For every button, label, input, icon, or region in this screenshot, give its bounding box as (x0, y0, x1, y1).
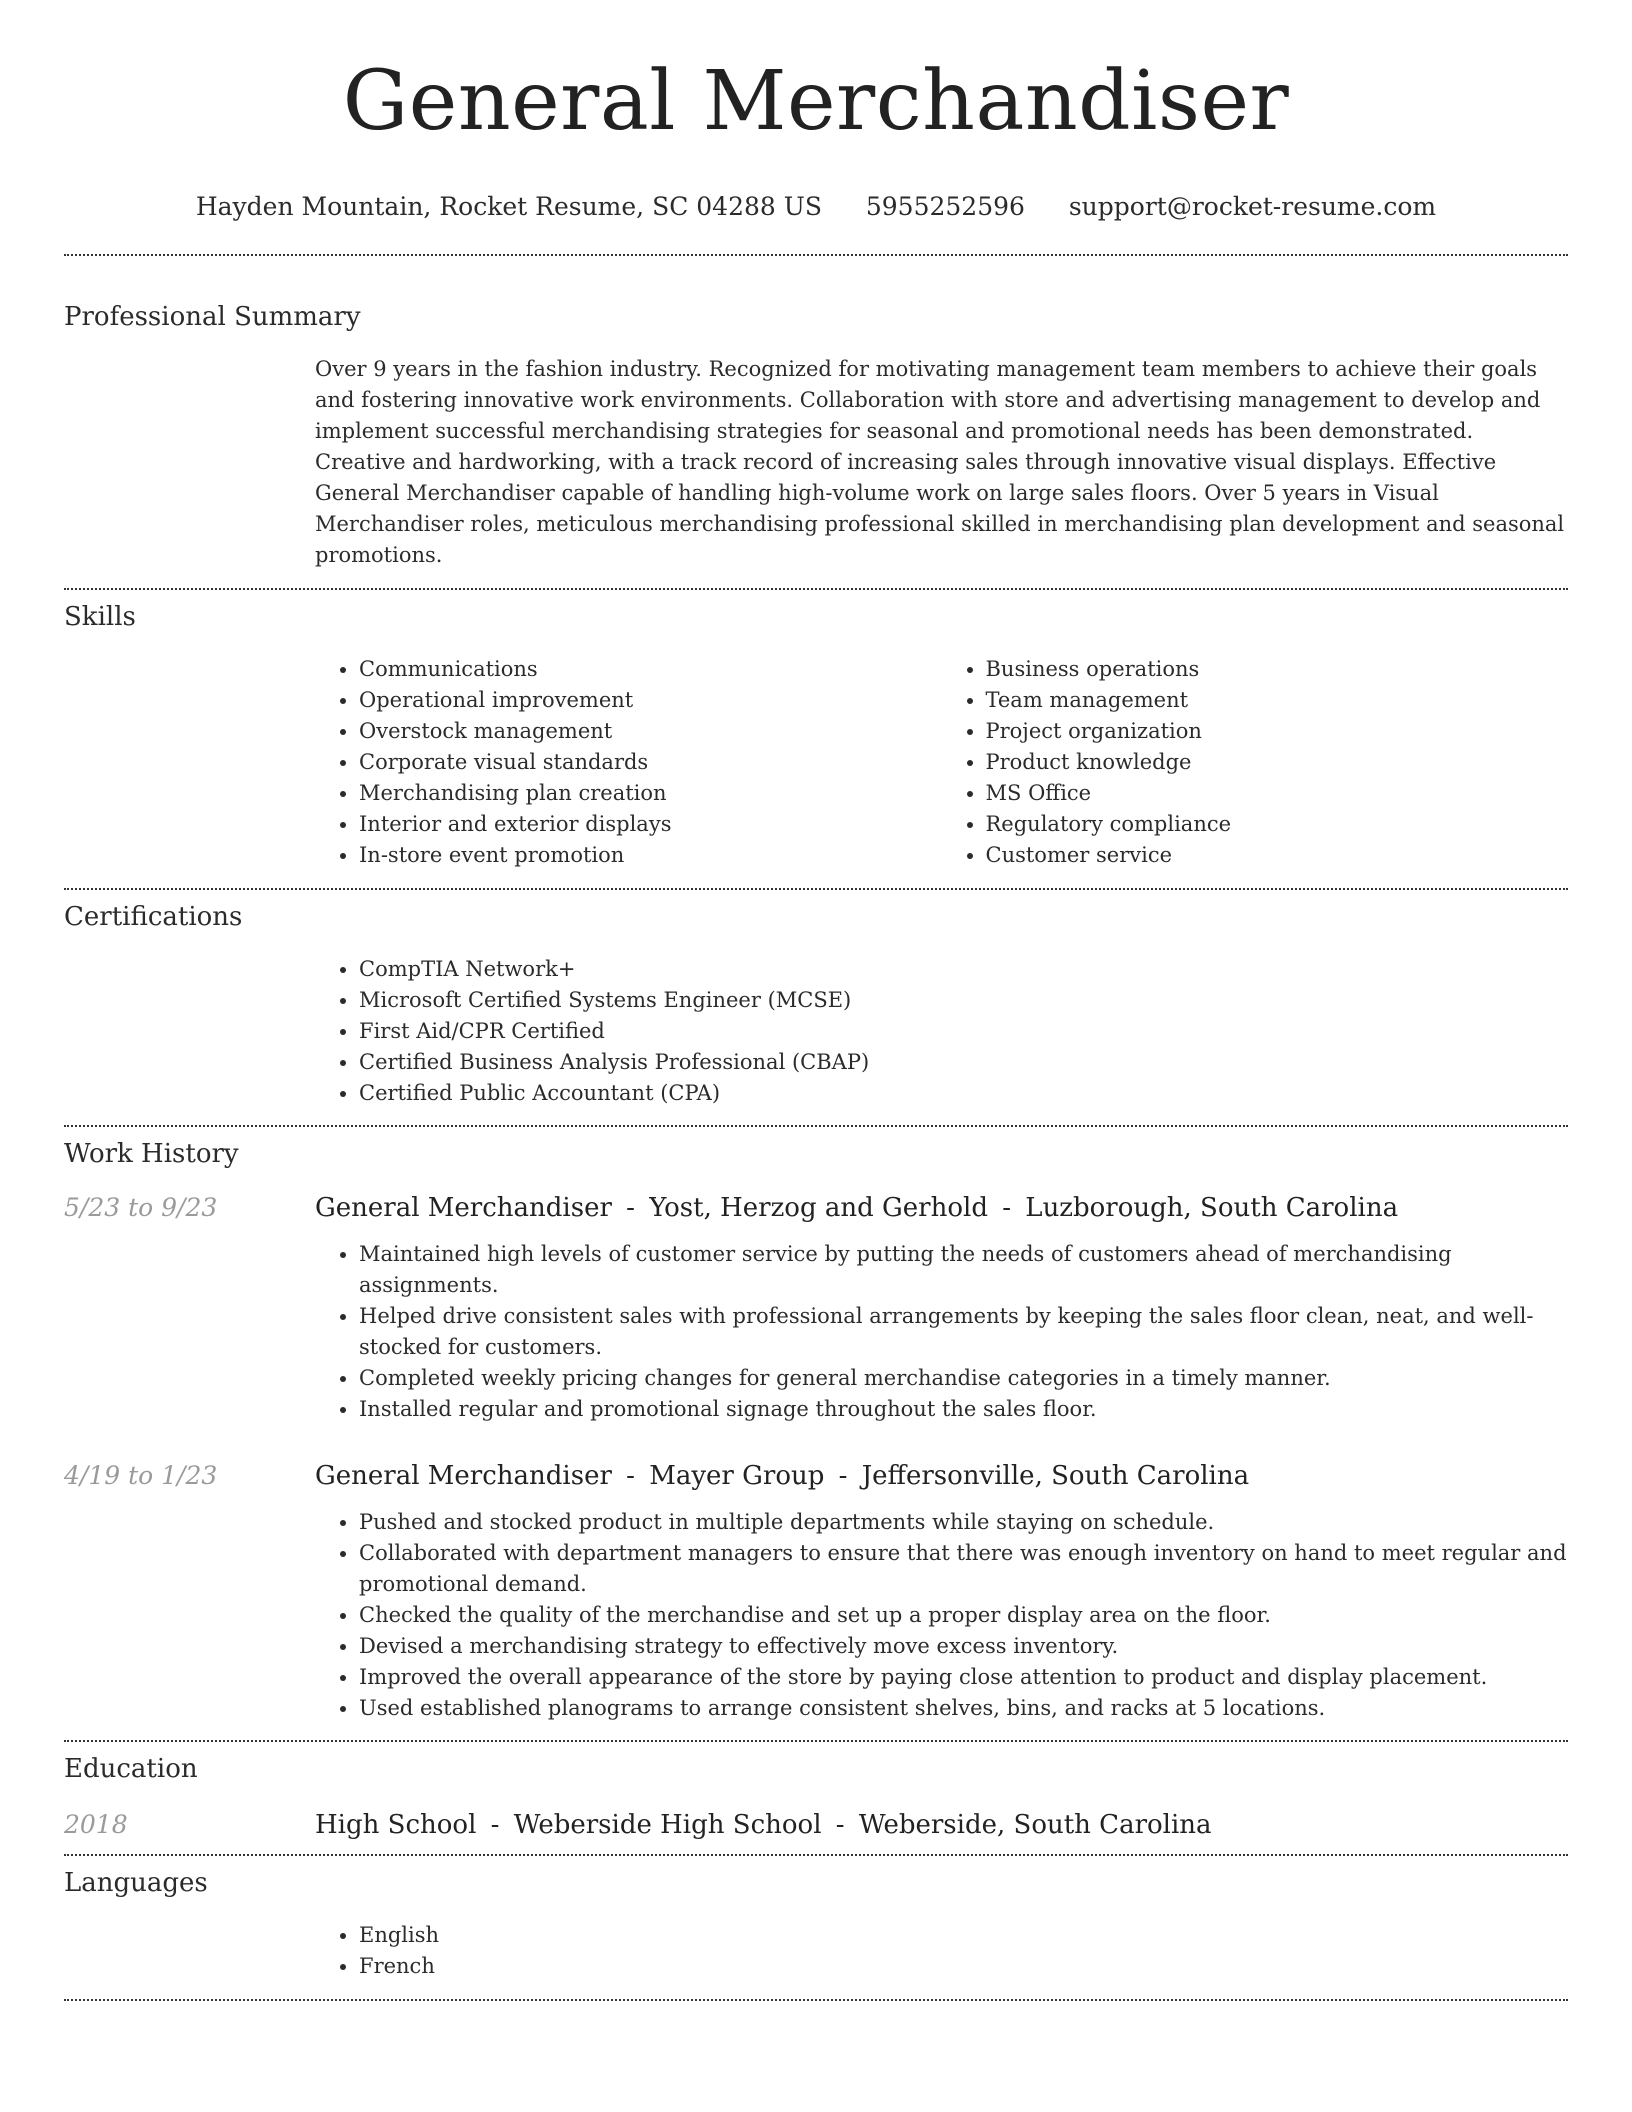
candidate-name: General Merchandiser (342, 54, 1290, 149)
summary-section (64, 256, 1568, 588)
job-bullet: • Checked the quality of the merchandise and set up a proper display area on the floor. (359, 1600, 1568, 1631)
skill-item: • Communications (359, 654, 942, 685)
section-title-education: Education (64, 1754, 198, 1784)
job-location: Luzborough, South Carolina (1025, 1193, 1399, 1223)
certification-item: • Certified Business Analysis Professional (CBAP) (359, 1047, 1568, 1078)
skill-item: • Regulatory compliance (986, 809, 1569, 840)
job-dates: 4/19 to 1/23 (64, 1461, 218, 1490)
section-title-work: Work History (64, 1139, 239, 1169)
job-bullet: • Helped drive consistent sales with professional arrangements by keeping the sales floor clean, neat, and well-stocked for customers. (359, 1301, 1568, 1363)
skill-item: • Corporate visual standards (359, 747, 942, 778)
skill-item: • Business operations (986, 654, 1569, 685)
job-bullet: • Improved the overall appearance of the store by paying close attention to product and display placement. (359, 1662, 1568, 1693)
skill-item: • Customer service (986, 840, 1569, 871)
separator: - (626, 1193, 635, 1223)
email: support@rocket-resume.com (1068, 192, 1437, 221)
job-bullet: • Pushed and stocked product in multiple departments while staying on schedule. (359, 1507, 1568, 1538)
languages-section (64, 1856, 1568, 1999)
certifications-list (315, 954, 1568, 1109)
skills-list-right (942, 654, 1569, 871)
language-item: • French (359, 1951, 1568, 1982)
job-location: Jeffersonville, South Carolina (861, 1461, 1250, 1491)
language-item: • English (359, 1920, 1568, 1951)
skill-item: • Operational improvement (359, 685, 942, 716)
resume-header (64, 0, 1568, 224)
skill-item: • Merchandising plan creation (359, 778, 942, 809)
education-section (64, 1742, 1568, 1854)
job-entry (64, 1459, 1568, 1724)
separator: - (1002, 1193, 1012, 1223)
job-company: Mayer Group (649, 1461, 825, 1491)
job-bullet: • Collaborated with department managers to ensure that there was enough inventory on hand to meet regular and promotional demand. (359, 1538, 1568, 1600)
job-role: General Merchandiser (315, 1461, 612, 1491)
job-bullet: • Devised a merchandising strategy to effectively move excess inventory. (359, 1631, 1568, 1662)
education-degree: High School (315, 1810, 477, 1840)
section-title-languages: Languages (64, 1868, 208, 1898)
contact-line (64, 190, 1568, 224)
job-heading (315, 1191, 1398, 1225)
certification-item: • Certified Public Accountant (CPA) (359, 1078, 1568, 1109)
divider (64, 1999, 1568, 2001)
section-title-skills: Skills (64, 602, 136, 632)
skill-item: • Team management (986, 685, 1569, 716)
separator: - (835, 1810, 845, 1840)
education-school: Weberside High School (513, 1810, 822, 1840)
job-company: Yost, Herzog and Gerhold (649, 1193, 988, 1223)
job-entry (64, 1191, 1568, 1425)
certifications-section (64, 890, 1568, 1125)
certification-item: • Microsoft Certified Systems Engineer (MCSE) (359, 985, 1568, 1016)
languages-list (315, 1920, 1568, 1982)
job-bullets (315, 1507, 1568, 1724)
separator: - (490, 1810, 500, 1840)
job-bullet: • Completed weekly pricing changes for general merchandise categories in a timely manner. (359, 1363, 1568, 1394)
section-title-certifications: Certifications (64, 902, 243, 932)
separator: - (838, 1461, 848, 1491)
skill-item: • MS Office (986, 778, 1569, 809)
job-heading (315, 1459, 1249, 1493)
skill-item: • Project organization (986, 716, 1569, 747)
job-bullet: • Used established planograms to arrange consistent shelves, bins, and racks at 5 locations. (359, 1693, 1568, 1724)
address: Hayden Mountain, Rocket Resume, SC 04288 US (195, 192, 822, 221)
skills-section (64, 590, 1568, 888)
job-role: General Merchandiser (315, 1193, 612, 1223)
skill-item: • Overstock management (359, 716, 942, 747)
phone: 5955252596 (865, 192, 1025, 221)
certification-item: • CompTIA Network+ (359, 954, 1568, 985)
job-bullet: • Maintained high levels of customer service by putting the needs of customers ahead of merchandising assignments. (359, 1239, 1568, 1301)
education-location: Weberside, South Carolina (858, 1810, 1212, 1840)
work-section (64, 1127, 1568, 1740)
section-title-summary: Professional Summary (64, 302, 361, 332)
skill-item: • Product knowledge (986, 747, 1569, 778)
job-dates: 5/23 to 9/23 (64, 1193, 218, 1222)
job-bullet: • Installed regular and promotional signage throughout the sales floor. (359, 1394, 1568, 1425)
summary-text: Over 9 years in the fashion industry. Recognized for motivating management team members to achieve their goals and fostering innovative work environments. Collaboration with store and advertising management to develop and implement successful merchandising strategies for seasonal and promotional needs has been demonstrated. Creative and hardworking, with a track record of increasing sales through innovative visual displays. Effective General Merchandiser capable of handling high-volume work on large sales floors. Over 5 years in Visual Merchandiser roles, meticulous merchandising professional skilled in merchandising plan development and seasonal promotions. (315, 357, 1565, 567)
job-bullets (315, 1239, 1568, 1425)
skill-item: • Interior and exterior displays (359, 809, 942, 840)
education-year: 2018 (64, 1810, 128, 1839)
education-heading (315, 1808, 1212, 1842)
skill-item: • In-store event promotion (359, 840, 942, 871)
skills-list-left (315, 654, 942, 871)
separator: - (626, 1461, 635, 1491)
certification-item: • First Aid/CPR Certified (359, 1016, 1568, 1047)
